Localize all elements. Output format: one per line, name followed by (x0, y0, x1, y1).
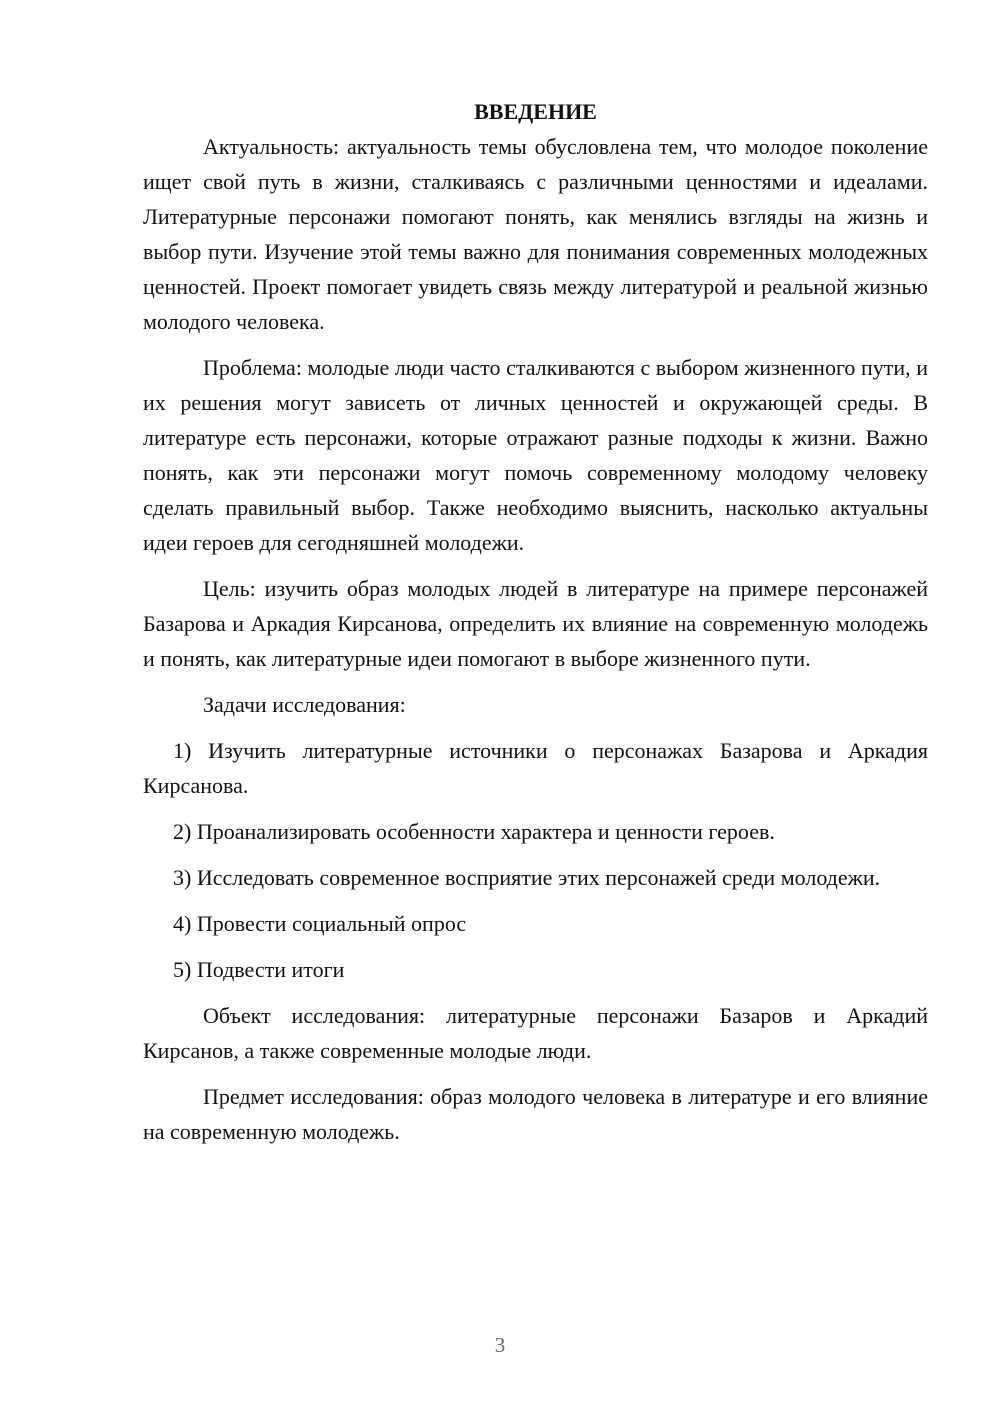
paragraph-subject: Предмет исследования: образ молодого человека в литературе и его влияние на современную молодежь. (143, 1084, 928, 1144)
task-item-3: 3) Исследовать современное восприятие этих персонажей среди молодежи. (173, 865, 881, 890)
tasks-title: Задачи исследования: (203, 692, 406, 717)
paragraph-problem: Проблема: молодые люди часто сталкиваются с выбором жизненного пути, и их решения могут зависеть от личных ценностей и окружающей среды. В литературе есть персонажи, которые отражают разные подходы к жизни. Важно понять, как эти персонажи могут помочь современному молодому человеку сделать правильный выбор. Также необходимо выяснить, насколько актуальны идеи героев для сегодняшней молодежи. (143, 355, 928, 555)
task-item-5: 5) Подвести итоги (173, 957, 345, 982)
document-page (143, 94, 928, 1149)
paragraph-object: Объект исследования: литературные персонажи Базаров и Аркадий Кирсанов, а также современные молодые люди. (143, 1003, 928, 1063)
task-item-2: 2) Проанализировать особенности характера и ценности героев. (173, 819, 775, 844)
page-number: 3 (494, 1333, 506, 1357)
paragraph-relevance: Актуальность: актуальность темы обусловлена тем, что молодое поколение ищет свой путь в жизни, сталкиваясь с различными ценностями и идеалами. Литературные персонажи помогают понять, как менялись взгляды на жизнь и выбор пути. Изучение этой темы важно для понимания современных молодежных ценностей. Проект помогает увидеть связь между литературой и реальной жизнью молодого человека. (143, 134, 928, 334)
paragraph-goal: Цель: изучить образ молодых людей в литературе на примере персонажей Базарова и Аркадия Кирсанова, определить их влияние на современную молодежь и понять, как литературные идеи помогают в выборе жизненного пути. (143, 576, 928, 671)
task-item-1: 1) Изучить литературные источники о персонажах Базарова и Аркадия Кирсанова. (143, 738, 928, 798)
section-heading: ВВЕДЕНИЕ (474, 99, 597, 124)
task-item-4: 4) Провести социальный опрос (173, 911, 467, 936)
